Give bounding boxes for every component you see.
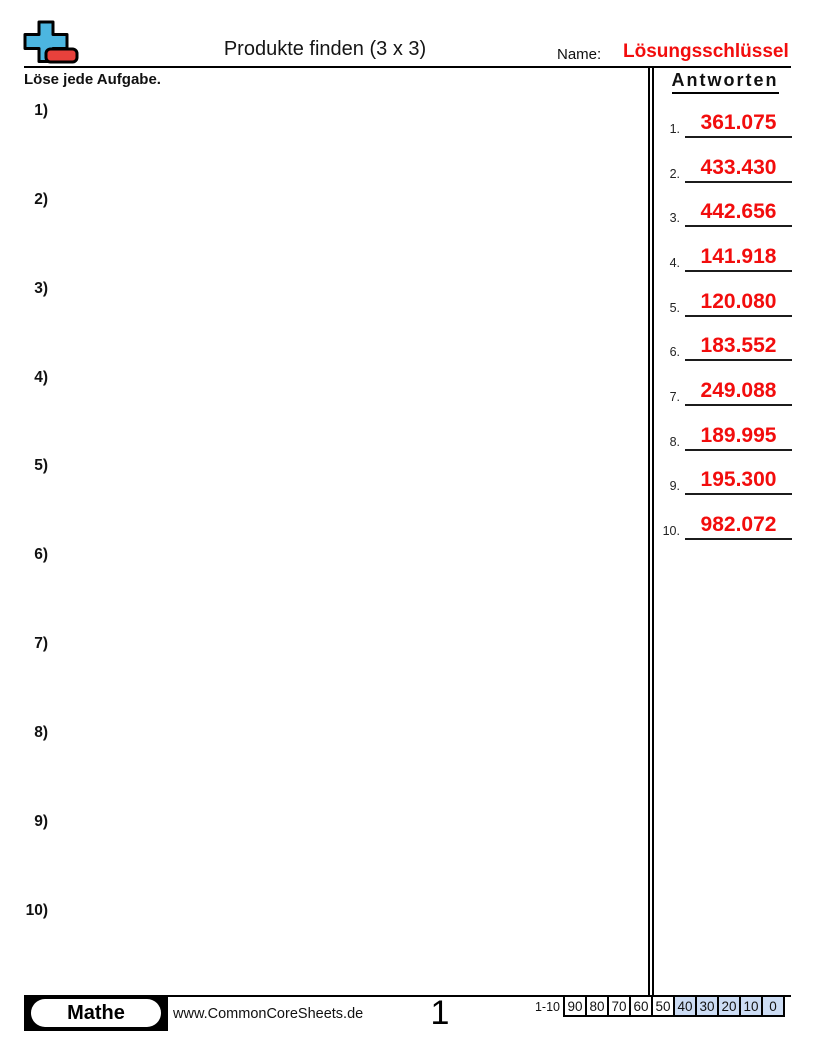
answers-header — [655, 70, 795, 94]
answer-number: 8. — [669, 435, 680, 449]
answer-value: 189.995 — [685, 424, 792, 451]
answer-number: 6. — [669, 345, 680, 359]
answer-row — [655, 197, 792, 227]
header-divider-line — [24, 66, 791, 68]
answers-divider-line — [648, 67, 650, 995]
answer-number: 1. — [669, 122, 680, 136]
score-range-label: 1-10 — [534, 1000, 560, 1014]
answer-number: 5. — [669, 301, 680, 315]
score-cell: 40 — [673, 995, 697, 1017]
answer-value: 433.430 — [685, 156, 792, 183]
subject-label: Mathe — [31, 999, 161, 1027]
answer-row — [655, 331, 792, 361]
score-cell: 10 — [739, 995, 763, 1017]
answer-row — [655, 242, 792, 272]
answer-number: 9. — [669, 479, 680, 493]
score-cell: 70 — [607, 995, 631, 1017]
problem-number: 5) — [34, 457, 48, 474]
answer-number: 7. — [669, 390, 680, 404]
answer-key-label: Lösungsschlüssel — [623, 41, 789, 62]
answer-row — [655, 108, 792, 138]
score-cell: 20 — [717, 995, 741, 1017]
answer-number: 2. — [669, 167, 680, 181]
problem-number: 3) — [34, 280, 48, 297]
worksheet-title: Produkte finden (3 x 3) — [223, 38, 427, 60]
answer-value: 120.080 — [685, 290, 792, 317]
answer-value: 195.300 — [685, 468, 792, 495]
answer-value: 141.918 — [685, 245, 792, 272]
answer-value: 361.075 — [685, 111, 792, 138]
problem-number: 10) — [25, 902, 48, 919]
answer-number: 4. — [669, 256, 680, 270]
website-text: www.CommonCoreSheets.de — [173, 1006, 364, 1022]
answers-header-label: Antworten — [672, 70, 779, 94]
score-scale — [563, 995, 785, 1017]
score-cell: 60 — [629, 995, 653, 1017]
answer-row — [655, 287, 792, 317]
score-cell: 50 — [651, 995, 675, 1017]
problem-number: 6) — [34, 546, 48, 563]
answer-row — [655, 421, 792, 451]
answer-value: 442.656 — [685, 200, 792, 227]
answer-row — [655, 376, 792, 406]
answer-row — [655, 510, 792, 540]
score-cell: 90 — [563, 995, 587, 1017]
answer-value: 183.552 — [685, 334, 792, 361]
answer-value: 982.072 — [685, 513, 792, 540]
page-number: 1 — [430, 994, 450, 1032]
score-cell: 30 — [695, 995, 719, 1017]
name-label: Name: — [557, 46, 602, 63]
subject-badge — [24, 995, 168, 1031]
problem-number: 8) — [34, 724, 48, 741]
answer-value: 249.088 — [685, 379, 792, 406]
problem-number: 4) — [34, 369, 48, 386]
problem-number: 9) — [34, 813, 48, 830]
answer-number: 3. — [669, 211, 680, 225]
problem-number: 7) — [34, 635, 48, 652]
answer-row — [655, 153, 792, 183]
problem-number: 2) — [34, 191, 48, 208]
score-cell: 0 — [761, 995, 785, 1017]
problem-number: 1) — [34, 102, 48, 119]
answers-divider-line — [652, 67, 654, 995]
answer-row — [655, 465, 792, 495]
score-cell: 80 — [585, 995, 609, 1017]
answer-number: 10. — [662, 524, 680, 538]
instruction-text: Löse jede Aufgabe. — [24, 71, 161, 88]
